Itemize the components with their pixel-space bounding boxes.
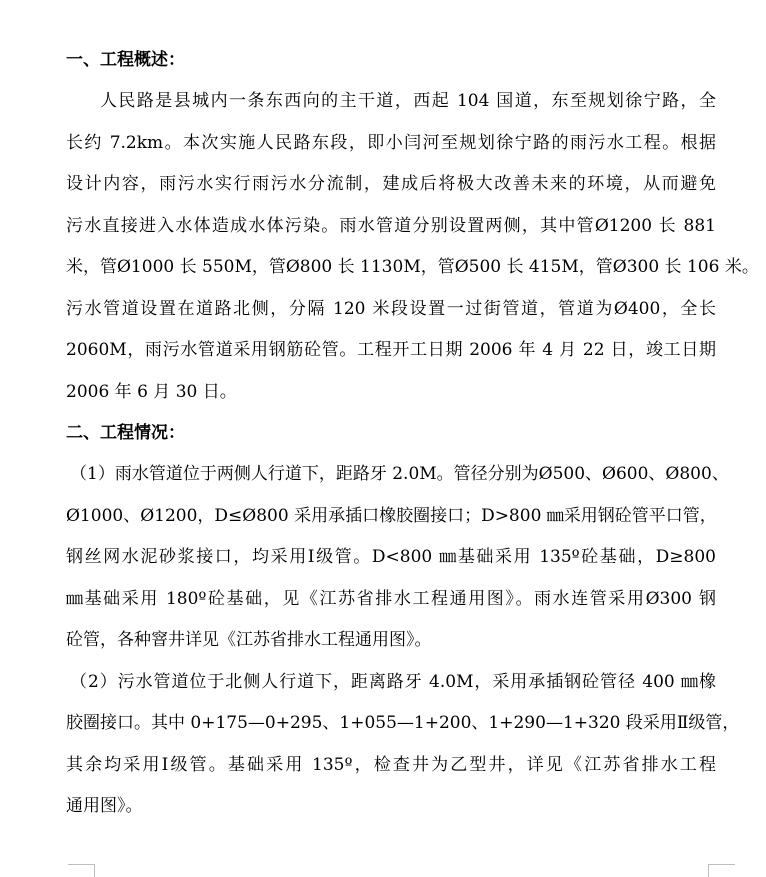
- text-line: 钢丝网水泥砂浆接口，均采用Ⅰ级管。D<800 ㎜基础采用 135º砼基础，D≥800: [66, 547, 716, 567]
- text-line: 砼管，各种窨井详见《江苏省排水工程通用图》。: [66, 630, 432, 650]
- text-line: Ø1000、Ø1200，D≤Ø800 采用承插口橡胶圈接口；D>800 ㎜采用钢砼管平口管，: [66, 505, 717, 526]
- page-corner-mark-left: [68, 864, 95, 877]
- text-line: 污水管道设置在道路北侧，分隔 120 米段设置一过街管道，管道为Ø400，全长: [66, 298, 716, 319]
- paragraph-sewage-pipes: [66, 662, 740, 828]
- text-line: 胶圈接口。其中 0+175—0+295、1+055—1+200、1+290—1+320 段采用Ⅱ级管，: [66, 713, 740, 733]
- document-body: [66, 40, 759, 828]
- text-line: 2060M，雨污水管道采用钢筋砼管。工程开工日期 2006 年 4 月 22 日，竣工日期: [66, 340, 716, 360]
- text-line: ㎜基础采用 180º砼基础，见《江苏省排水工程通用图》。雨水连管采用Ø300 钢: [66, 588, 716, 609]
- text-line: （1）雨水管道位于两侧人行道下，距路牙 2.0M。管径分别为Ø500、Ø600、Ø800、: [70, 464, 729, 484]
- text-line: 2006 年 6 月 30 日。: [66, 381, 237, 402]
- text-line: （2）污水管道位于北侧人行道下，距离路牙 4.0M，采用承插钢砼管径 400 ㎜橡: [70, 671, 716, 692]
- text-line: 人民路是县城内一条东西向的主干道，西起 104 国道，东至规划徐宁路，全: [100, 91, 716, 111]
- section-heading-overview: 一、工程概述：: [66, 50, 185, 70]
- text-line: 其余均采用Ⅰ级管。基础采用 135º，检查井为乙型井，详见《江苏省排水工程: [66, 754, 716, 775]
- page-corner-mark-right: [708, 864, 735, 877]
- section-heading-situation: 二、工程情况：: [66, 423, 185, 443]
- paragraph-overview: [66, 81, 759, 413]
- paragraph-rainwater-pipes: [66, 454, 729, 662]
- text-line: 通用图》。: [66, 796, 143, 816]
- text-line: 设计内容，雨污水实行雨污水分流制，建成后将极大改善未来的环境，从而避免: [66, 174, 716, 194]
- text-line: 长约 7.2km。本次实施人民路东段，即小闫河至规划徐宁路的雨污水工程。根据: [66, 132, 716, 153]
- text-line: 米，管Ø1000 长 550M，管Ø800 长 1130M，管Ø500 长 415M，管Ø300 长 106 米。: [66, 257, 759, 277]
- text-line: 污水直接进入水体造成水体污染。雨水管道分别设置两侧，其中管Ø1200 长 881: [66, 215, 716, 236]
